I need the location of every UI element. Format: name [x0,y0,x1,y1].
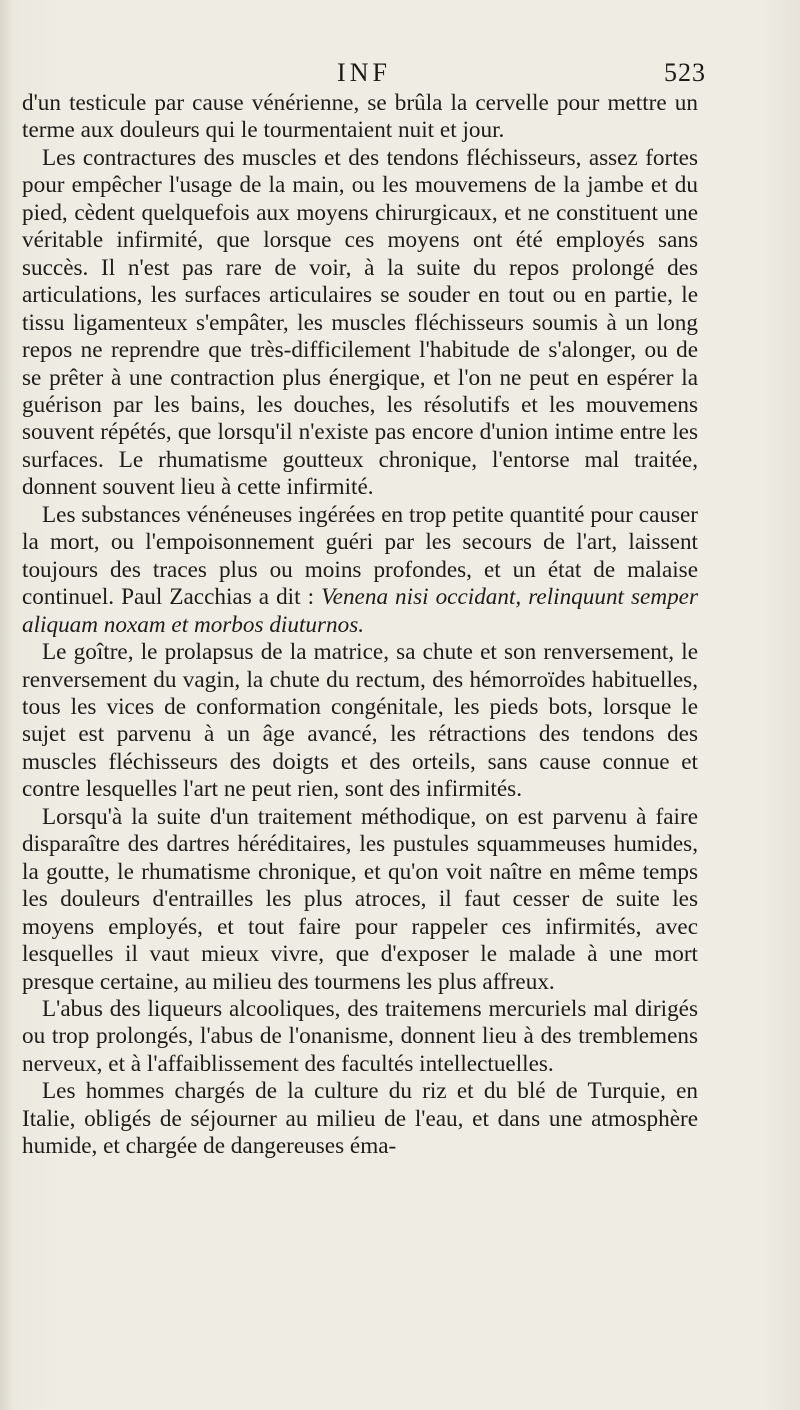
running-header [22,58,706,88]
paragraph-continued: d'un testicule par cause vénérienne, se brûla la cervelle pour mettre un terme aux douleurs qui le tourmentaient nuit et jour. [22,90,698,144]
paragraph-contractures: Les contractures des muscles et des tendons fléchisseurs, assez fortes pour empêcher l'usage de la main, ou les mouvemens de la jambe et du pied, cèdent quelquefois aux moyens chirurgicaux, et ne constituent une véritable infirmité, que lorsque ces moyens ont été employés sans succès. Il n'est pas rare de voir, à la suite du repos prolongé des articulations, les surfaces articulaires se souder en tout ou en partie, le tissu ligamenteux s'empâter, les muscles fléchisseurs soumis à un long repos ne reprendre que très-difficilement l'habitude de s'alonger, ou de se prêter à une contraction plus énergique, et l'on ne peut en espérer la guérison par les bains, les douches, les résolutifs et les mouvemens souvent répétés, que lorsqu'il n'existe pas encore d'union intime entre les surfaces. Le rhumatisme goutteux chronique, l'entorse mal traitée, donnent souvent lieu à cette infirmité. [22,144,698,501]
paragraph-dartres: Lorsqu'à la suite d'un traitement méthodique, on est parvenu à faire disparaître des dartres héréditaires, les pustules squammeuses humides, la goutte, le rhumatisme chronique, et qu'on voit naître en même temps les douleurs d'entrailles les plus atroces, il faut cesser de suite les moyens employés, et tout faire pour rappeler ces infirmités, avec lesquelles il vaut mieux vivre, que d'exposer le malade à une mort presque certaine, au milieu des tourmens les plus affreux. [22,803,698,995]
running-title: INF [337,58,391,87]
latin-quotation: Venena nisi occidant, relinquunt semper aliquam noxam et morbos diuturnos. [22,584,698,638]
paragraph-goitre: Le goître, le prolapsus de la matrice, sa chute et son renversement, le renversement du vagin, la chute du rectum, des hémorroïdes habituelles, tous les vices de conformation congénitale, les pieds bots, lorsque le sujet est parvenu à un âge avancé, les rétractions des tendons des muscles fléchisseurs des doigts et des orteils, sans cause connue et contre lesquelles l'art ne peut rien, sont des infirmités. [22,639,698,803]
paragraph-liqueurs: L'abus des liqueurs alcooliques, des traitemens mercuriels mal dirigés ou trop prolongés, l'abus de l'onanisme, donnent lieu à des tremblemens nerveux, et à l'affaiblissement des facultés intellectuelles. [22,995,698,1077]
page-number: 523 [664,58,706,87]
paragraph-substances [22,502,698,639]
page-body [22,90,698,1161]
paragraph-substances-text: Les substances vénéneuses ingérées en trop petite quantité pour causer la mort, ou l'empoisonnement guéri par les secours de l'art, laissent toujours des traces plus ou moins profondes, et un état de malaise continuel. Paul Zacchias a dit : [22,501,698,611]
paragraph-riz: Les hommes chargés de la culture du riz et du blé de Turquie, en Italie, obligés de séjourner au milieu de l'eau, et dans une atmosphère humide, et chargée de dangereuses éma- [22,1078,698,1160]
